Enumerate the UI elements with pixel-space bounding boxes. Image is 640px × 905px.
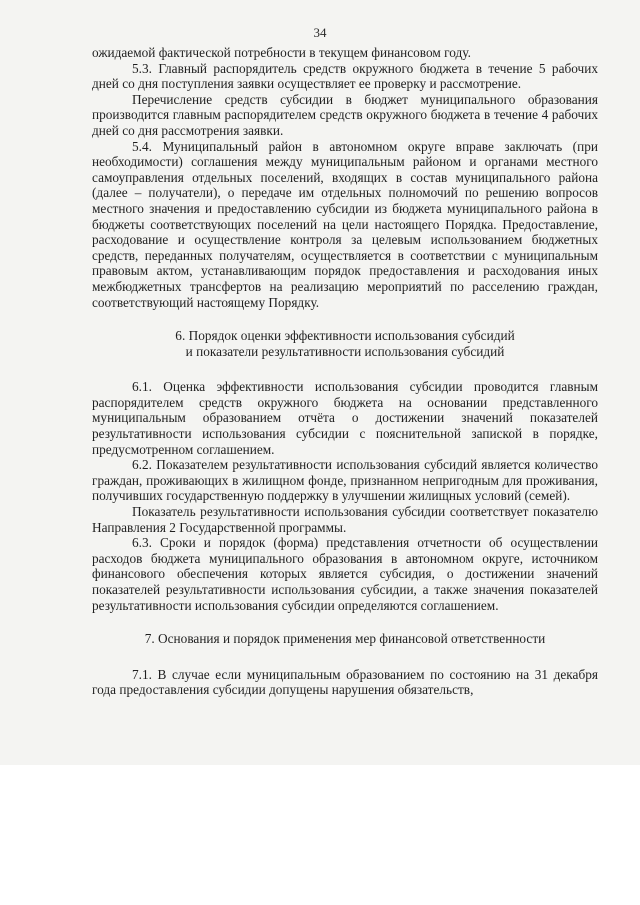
section-6-heading-line-2: и показатели результативности использования субсидий [185, 343, 505, 359]
paragraph-indicator: Показатель результативности использования субсидии соответствует показателю Направления 2 Государственной программы. [92, 504, 598, 535]
paragraph-5-4: 5.4. Муниципальный район в автономном округе вправе заключать (при необходимости) соглашения между муниципальным районом и органами местного самоуправления отдельных поселений, входящих в состав муниципального района (далее – получатели), о передаче им отдельных полномочий по решению вопросов местного значения и предоставлению субсидии из бюджета муниципального района в бюджеты соответствующих поселений на цели настоящего Порядка. Предоставление, расходование и осуществление контроля за целевым использованием бюджетных средств, переданных получателям, осуществляется в соответствии с муниципальным правовым актом, устанавливающим порядок предоставления и расходования иных межбюджетных трансфертов на реализацию мероприятий по расселению граждан, соответствующий настоящему Порядку. [92, 138, 598, 310]
paragraph-continuation: ожидаемой фактической потребности в текущем финансовом году. [92, 45, 471, 60]
spacer [92, 613, 598, 631]
page-number: 34 [313, 25, 327, 40]
blank-area [0, 765, 640, 905]
section-7-heading: 7. Основания и порядок применения мер финансовой ответственности [144, 631, 546, 647]
paragraph-7-1: 7.1. В случае если муниципальным образованием по состоянию на 31 декабря года предоставления субсидии допущены нарушения обязательств, [92, 666, 598, 698]
paragraph-5-3: 5.3. Главный распорядитель средств окружного бюджета в течение 5 рабочих дней со дня поступления заявки осуществляет ее проверку и рассмотрение. [92, 60, 598, 92]
spacer [92, 647, 598, 667]
paragraph-transfer: Перечисление средств субсидии в бюджет муниципального образования производится главным распорядителем средств окружного бюджета в течение 4 рабочих дней со дня рассмотрения заявки. [92, 91, 598, 138]
paragraph-6-1: 6.1. Оценка эффективности использования субсидии проводится главным распорядителем средств окружного бюджета на основании представленного муниципальным образованием отчёта о достижении значений показателей результативности использования субсидии с пояснительной запиской в порядке, предусмотренном соглашением. [92, 379, 598, 457]
spacer [92, 310, 598, 328]
paragraph-6-2: 6.2. Показателем результативности использования субсидий является количество граждан, проживающих в жилищном фонде, признанном непригодным для проживания, получивших государственную поддержку в улучшении жилищных условий (семей). [92, 457, 598, 504]
spacer [92, 359, 598, 379]
paragraph-6-3: 6.3. Сроки и порядок (форма) представления отчетности об осуществлении расходов бюджета муниципального образования в автономном округе, источником финансового обеспечения которых является субсидия, о достижении значений показателей результативности использования субсидии, а также значения показателей результативности использования субсидии определяются соглашением. [92, 535, 598, 613]
document-body [92, 45, 598, 698]
section-6-heading-line-1: 6. Порядок оценки эффективности использования субсидий [175, 328, 515, 344]
